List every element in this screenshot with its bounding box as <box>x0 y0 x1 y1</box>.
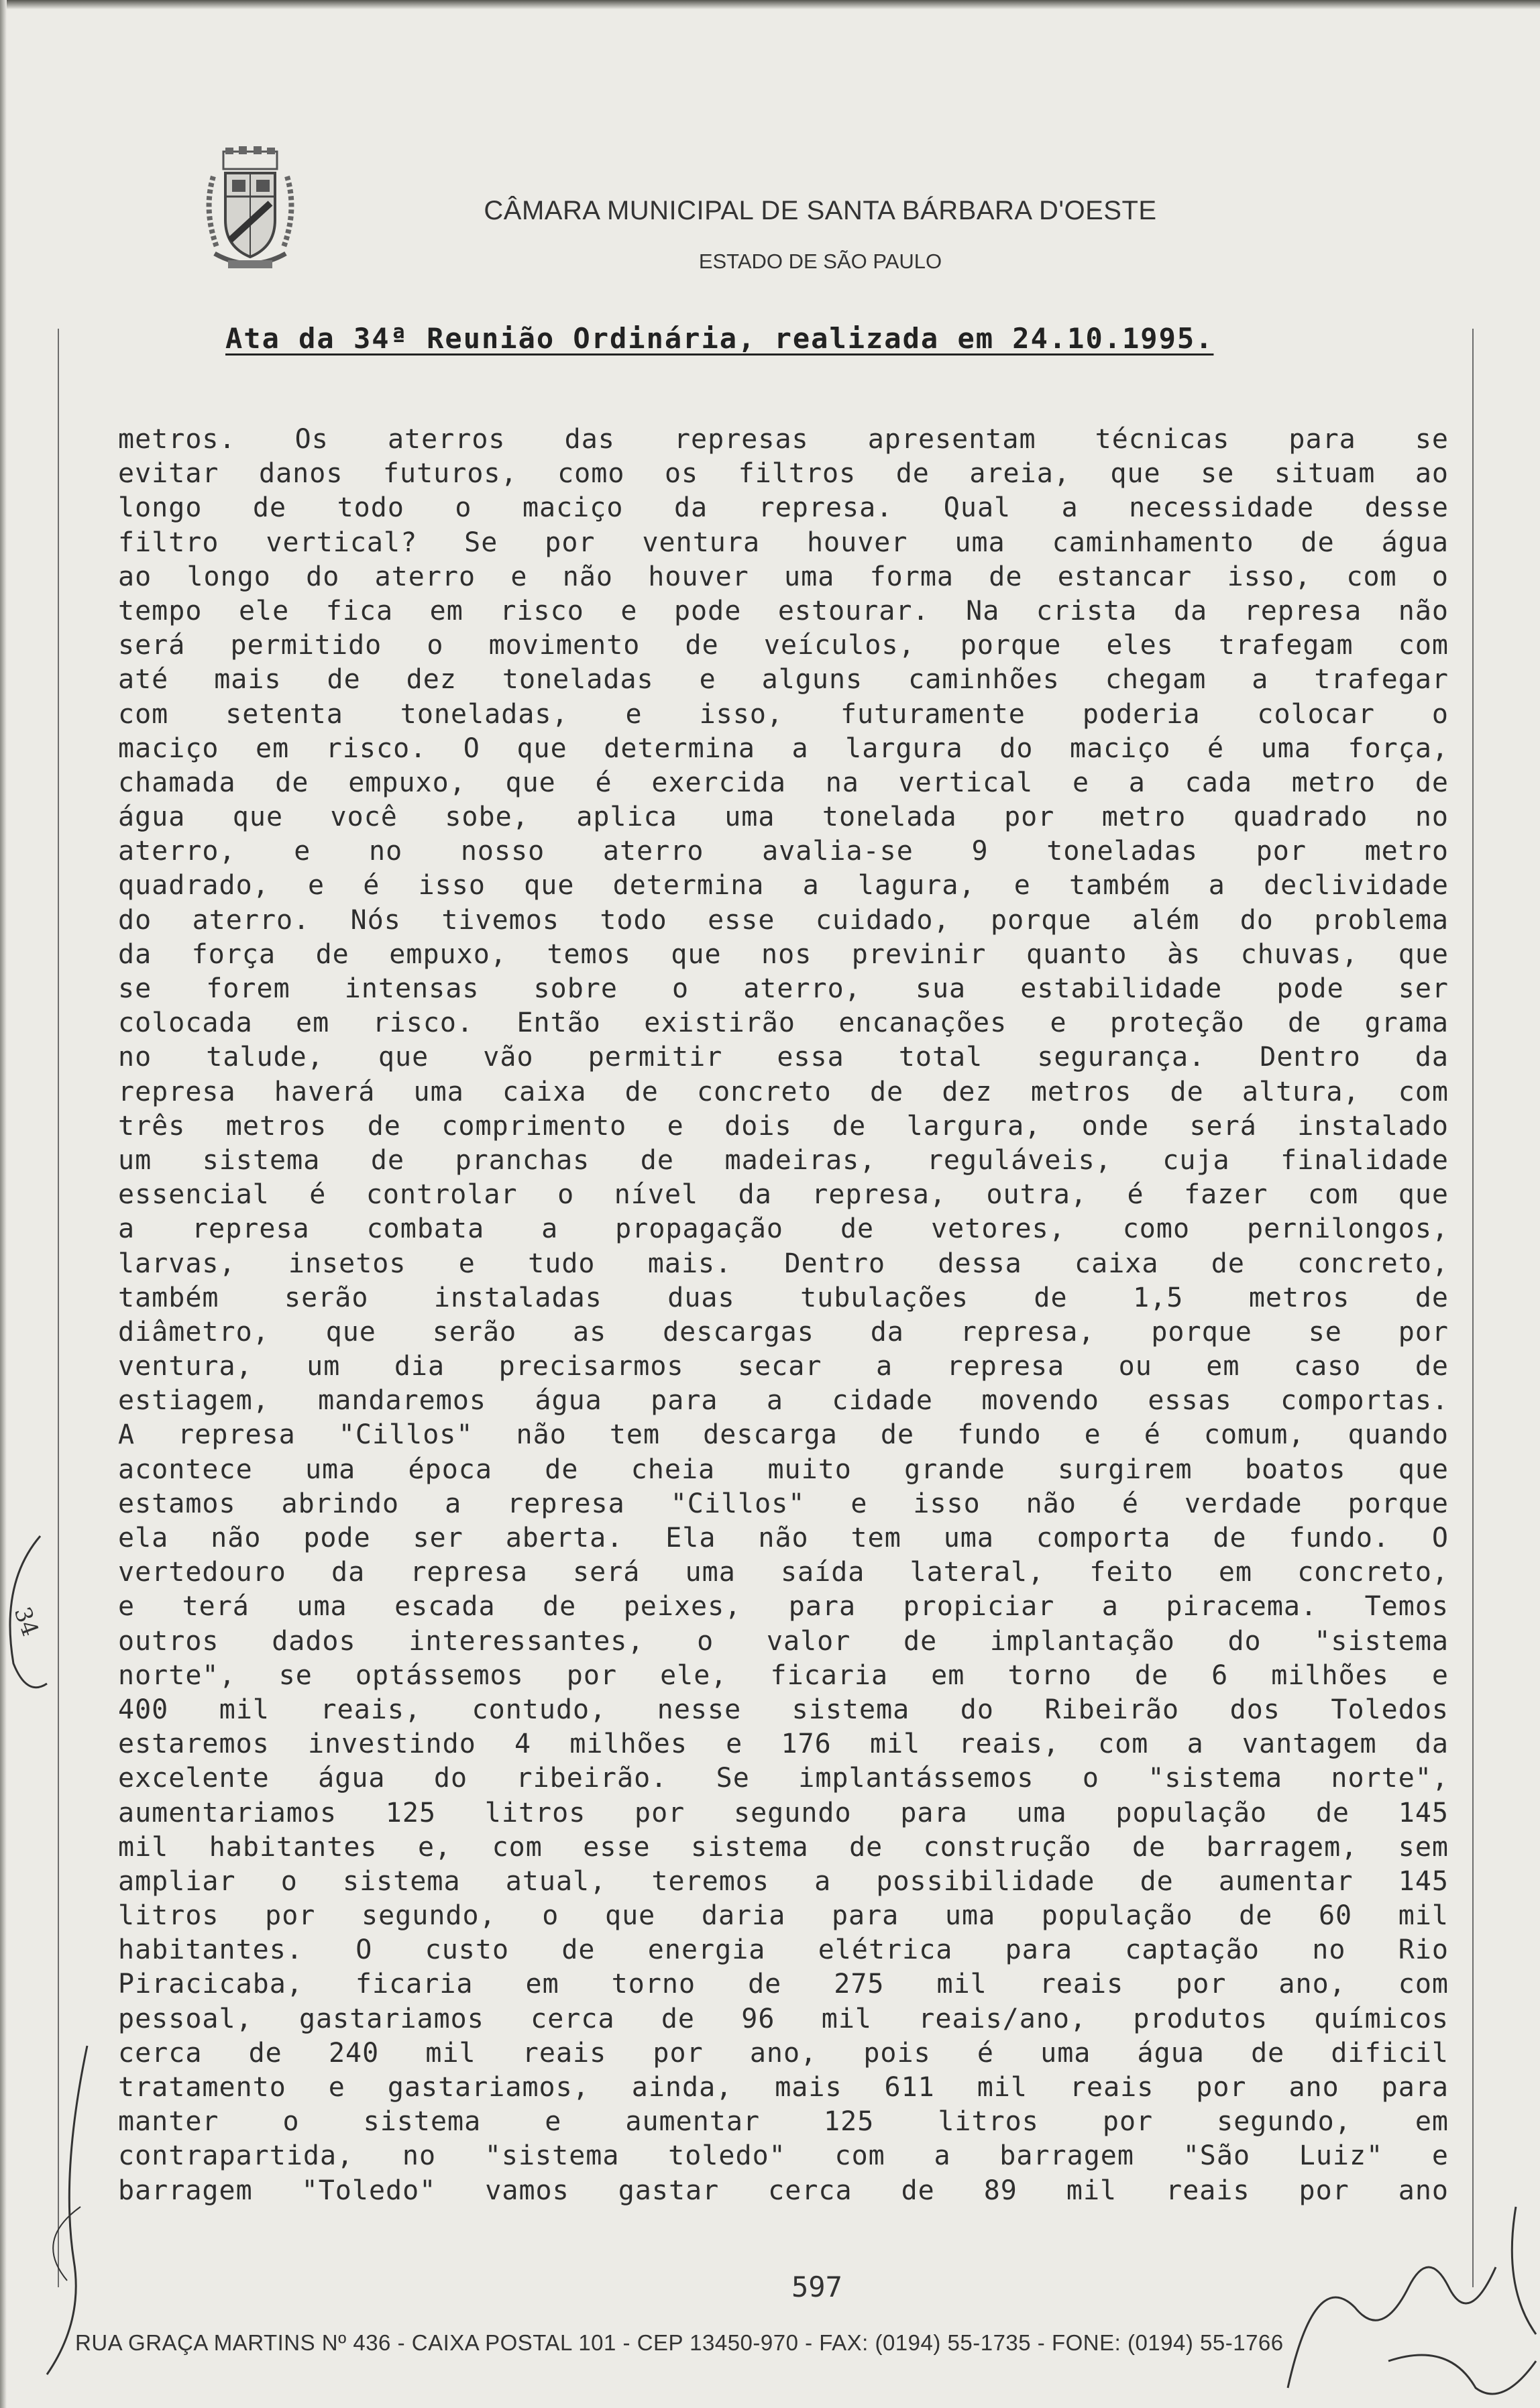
minutes-line: 400 mil reais, contudo, nesse sistema do Ribeirão dos Toledos <box>118 1694 1449 1725</box>
minutes-line: no talude, que vão permitir essa total segurança. Dentro da <box>118 1042 1449 1073</box>
scan-edge-top <box>0 0 1540 9</box>
minutes-line: larvas, insetos e tudo mais. Dentro dessa caixa de concreto, <box>118 1248 1449 1279</box>
minutes-line: essencial é controlar o nível da represa, outra, é fazer com que <box>118 1179 1449 1211</box>
minutes-line: também serão instaladas duas tubulações de 1,5 metros de <box>118 1282 1449 1313</box>
margin-rule-right <box>1472 329 1474 2287</box>
minutes-line: estiagem, mandaremos água para a cidade movendo essas comportas. <box>118 1385 1449 1417</box>
minutes-line: evitar danos futuros, como os filtros de areia, que se situam ao <box>118 458 1449 490</box>
minutes-line: excelente água do ribeirão. Se implantássemos o "sistema norte", <box>118 1763 1449 1794</box>
minutes-line: Piracicaba, ficaria em torno de 275 mil reais por ano, com <box>118 1969 1449 2000</box>
minutes-line: e terá uma escada de peixes, para propiciar a piracema. Temos <box>118 1591 1449 1623</box>
minutes-line: barragem "Toledo" vamos gastar cerca de 89 mil reais por ano <box>118 2175 1449 2206</box>
minutes-line: ela não pode ser aberta. Ela não tem uma comporta de fundo. O <box>118 1523 1449 1553</box>
minutes-line: do aterro. Nós tivemos todo esse cuidado, porque além do problema <box>118 904 1449 936</box>
minutes-line: tempo ele fica em risco e pode estourar. Na crista da represa não <box>118 595 1449 626</box>
footer-address: RUA GRAÇA MARTINS Nº 436 - CAIXA POSTAL 101 - CEP 13450-970 - FAX: (0194) 55-1735 - FONE: (0194) 55-1766 <box>75 2330 1284 2355</box>
minutes-line: acontece uma época de cheia muito grande surgirem boatos que <box>118 1454 1449 1485</box>
margin-rule-left <box>58 329 59 2287</box>
minutes-line: mil habitantes e, com esse sistema de construção de barragem, sem <box>118 1831 1449 1863</box>
minutes-line: da força de empuxo, temos que nos previnir quanto às chuvas, que <box>118 938 1449 970</box>
scan-edge-left <box>0 0 7 2408</box>
minutes-line: maciço em risco. O que determina a largura do maciço é uma força, <box>118 732 1449 764</box>
minutes-line: ventura, um dia precisarmos secar a represa ou em caso de <box>118 1351 1449 1382</box>
minutes-line: represa haverá uma caixa de concreto de dez metros de altura, com <box>118 1076 1449 1107</box>
minutes-line: outros dados interessantes, o valor de implantação do "sistema <box>118 1625 1449 1657</box>
minutes-line: quadrado, e é isso que determina a lagura, e também a declividade <box>118 870 1449 901</box>
minutes-line: habitantes. O custo de energia elétrica para captação no Rio <box>118 1934 1449 1966</box>
minutes-line: se forem intensas sobre o aterro, sua estabilidade pode ser <box>118 973 1449 1004</box>
minutes-line: diâmetro, que serão as descargas da represa, porque se por <box>118 1316 1449 1348</box>
minutes-line: cerca de 240 mil reais por ano, pois é uma água de dificil <box>118 2037 1449 2069</box>
minutes-line: a represa combata a propagação de vetores, como pernilongos, <box>118 1213 1449 1245</box>
minutes-line: aterro, e no nosso aterro avalia-se 9 toneladas por metro <box>118 836 1449 867</box>
minutes-line: tratamento e gastariamos, ainda, mais 611 mil reais por ano para <box>118 2072 1449 2103</box>
minutes-line: ao longo do aterro e não houver uma forma de estancar isso, com o <box>118 561 1449 592</box>
minutes-line: A represa "Cillos" não tem descarga de fundo e é comum, quando <box>118 1419 1449 1451</box>
minutes-line: estamos abrindo a represa "Cillos" e isso não é verdade porque <box>118 1488 1449 1519</box>
chamber-name: CÂMARA MUNICIPAL DE SANTA BÁRBARA D'OESTE <box>484 196 1157 225</box>
state-name: ESTADO DE SÃO PAULO <box>698 250 942 273</box>
minutes-line: contrapartida, no "sistema toledo" com a barragem "São Luiz" e <box>118 2140 1449 2172</box>
minutes-line: três metros de comprimento e dois de largura, onde será instalado <box>118 1110 1449 1142</box>
minutes-line: manter o sistema e aumentar 125 litros por segundo, em <box>118 2106 1449 2138</box>
minutes-line: será permitido o movimento de veículos, porque eles trafegam com <box>118 630 1449 661</box>
minutes-line: ampliar o sistema atual, teremos a possibilidade de aumentar 145 <box>118 1865 1449 1897</box>
minutes-line: até mais de dez toneladas e alguns caminhões chegam a trafegar <box>118 664 1449 696</box>
minutes-line: um sistema de pranchas de madeiras, reguláveis, cuja finalidade <box>118 1144 1449 1176</box>
minutes-line: longo de todo o maciço da represa. Qual a necessidade desse <box>118 492 1449 524</box>
minutes-line: pessoal, gastariamos cerca de 96 mil reais/ano, produtos químicos <box>118 2003 1449 2034</box>
minutes-line: litros por segundo, o que daria para uma população de 60 mil <box>118 1900 1449 1932</box>
minutes-body <box>118 423 1449 2208</box>
margin-initials-signature <box>0 1529 60 1704</box>
minutes-line: vertedouro da represa será uma saída lateral, feito em concreto, <box>118 1557 1449 1588</box>
minutes-line: com setenta toneladas, e isso, futuramente poderia colocar o <box>118 698 1449 730</box>
minutes-title: Ata da 34ª Reunião Ordinária, realizada em 24.10.1995. <box>225 322 1214 355</box>
signature-bottom-right <box>1274 2187 1540 2408</box>
margin-initials-text: 34 <box>8 1603 44 1640</box>
minutes-line: filtro vertical? Se por ventura houver uma caminhamento de água <box>118 527 1449 558</box>
minutes-line: aumentariamos 125 litros por segundo para uma população de 145 <box>118 1797 1449 1828</box>
page-number: 597 <box>791 2270 842 2303</box>
minutes-line: metros. Os aterros das represas apresentam técnicas para se <box>118 424 1449 455</box>
minutes-line: norte", se optássemos por ele, ficaria em torno de 6 milhões e <box>118 1659 1449 1691</box>
minutes-line: água que você sobe, aplica uma tonelada por metro quadrado no <box>118 802 1449 833</box>
minutes-line: colocada em risco. Então existirão encanações e proteção de grama <box>118 1007 1449 1039</box>
minutes-line: chamada de empuxo, que é exercida na vertical e a cada metro de <box>118 767 1449 798</box>
minutes-line: estaremos investindo 4 milhões e 176 mil reais, com a vantagem da <box>118 1729 1449 1760</box>
